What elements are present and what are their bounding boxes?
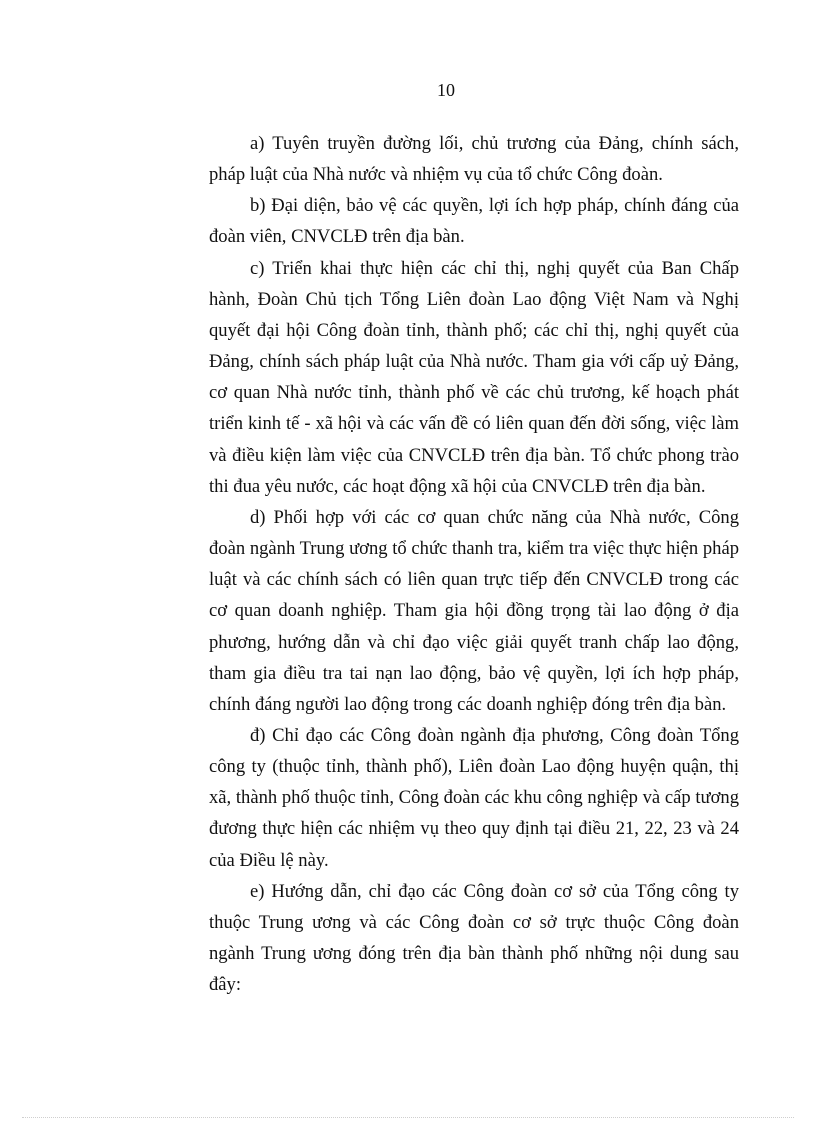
paragraph-d: d) Phối hợp với các cơ quan chức năng của Nhà nước, Công đoàn ngành Trung ương tổ chức thanh tra, kiểm tra việc thực hiện pháp luật và các chính sách có liên quan trực tiếp đến CNVCLĐ trong các cơ quan doanh nghiệp. Tham gia hội đồng trọng tài lao động ở địa phương, hướng dẫn và chỉ đạo việc giải quyết tranh chấp lao động, tham gia điều tra tai nạn lao động, bảo vệ quyền, lợi ích hợp pháp, chính đáng người lao động trong các doanh nghiệp đóng trên địa bàn.: [209, 506, 739, 715]
page-number: 10: [437, 80, 455, 100]
paragraph-c: c) Triển khai thực hiện các chỉ thị, nghị quyết của Ban Chấp hành, Đoàn Chủ tịch Tổng Liên đoàn Lao động Việt Nam và Nghị quyết đại hội Công đoàn tỉnh, thành phố; các chỉ thị, nghị quyết của Đảng, chính sách pháp luật của Nhà nước. Tham gia với cấp uỷ Đảng, cơ quan Nhà nước tỉnh, thành phố về các chủ trương, kế hoạch phát triển kinh tế - xã hội và các vấn đề có liên quan đến đời sống, việc làm và điều kiện làm việc của CNVCLĐ trên địa bàn. Tổ chức phong trào thi đua yêu nước, các hoạt động xã hội của CNVCLĐ trên địa bàn.: [209, 257, 739, 497]
page-bottom-divider: [22, 1117, 794, 1118]
paragraph-dd: đ) Chỉ đạo các Công đoàn ngành địa phương, Công đoàn Tổng công ty (thuộc tỉnh, thành phố), Liên đoàn Lao động huyện quận, thị xã, thành phố thuộc tỉnh, Công đoàn các khu công nghiệp và cấp tương đương thực hiện các nhiệm vụ theo quy định tại điều 21, 22, 23 và 24 của Điều lệ này.: [209, 724, 739, 871]
paragraph-a: a) Tuyên truyền đường lối, chủ trương của Đảng, chính sách, pháp luật của Nhà nước và nhiệm vụ của tổ chức Công đoàn.: [209, 133, 739, 186]
paragraph-b: b) Đại diện, bảo vệ các quyền, lợi ích hợp pháp, chính đáng của đoàn viên, CNVCLĐ trên địa bàn.: [209, 195, 739, 248]
paragraph-e: e) Hướng dẫn, chỉ đạo các Công đoàn cơ sở của Tổng công ty thuộc Trung ương và các Công đoàn cơ sở trực thuộc Công đoàn ngành Trung ương đóng trên địa bàn thành phố những nội dung sau đây:: [209, 880, 739, 996]
body-text: [209, 128, 739, 1000]
